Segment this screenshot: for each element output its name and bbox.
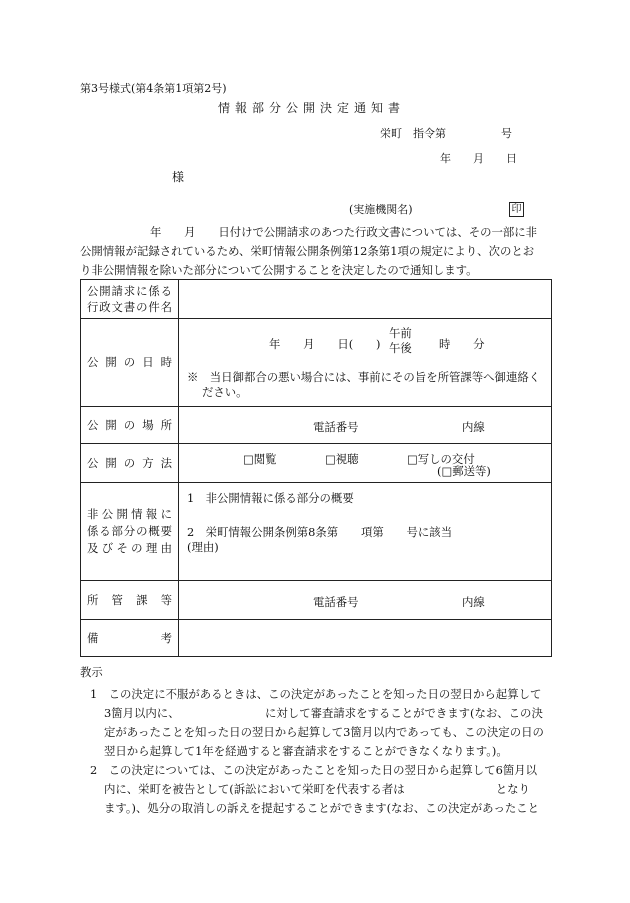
issuer-number: 栄町 指令第 号 [380,127,512,140]
form-number: 第3号様式(第4条第1項第2号) [80,82,227,95]
issue-date: 年 月 日 [440,152,517,165]
instruction-line: 2 この決定については、この決定があったことを知った日の翌日から起算して6箇月以 [90,763,537,777]
place-extension-label: 内線 [462,420,485,434]
intro-line: り非公開情報を除いた部分について公開することを決定したので通知します。 [80,263,478,277]
reason-item-2: 2 栄町情報公開条例第8条第 項第 号に該当 [187,525,453,539]
place-label: 公開の場所 [81,407,179,444]
contact-note-line1: ※ 当日御都合の悪い場合には、事前にその旨を所管課等へ御連絡く [187,370,541,384]
instruction-line: 1 この決定に不服があるときは、この決定があったことを知った日の翌日から起算して [90,687,542,701]
instruction-line: 3箇月以内に、 に対して審査請求をすることができます(なお、この決 [104,706,543,720]
instruction-line: 内に、栄町を被告として(訴訟において栄町を代表する者は となり [104,782,530,796]
seal-mark: 印 [509,202,524,217]
table-row [81,407,552,444]
method-mail-checkbox[interactable]: (□郵送等) [437,464,491,478]
instruction-line: ます。)、処分の取消しの訴えを提起することができます(なお、この決定があったこと [104,801,540,815]
dept-phone-label: 電話番号 [313,595,359,609]
agency-name-label: (実施機関名) [349,203,413,216]
doc-name-value[interactable] [179,280,552,319]
table-row [81,483,552,581]
remarks-label: 備考 [81,620,179,657]
intro-paragraph [80,223,554,280]
disclosure-table [80,279,552,657]
method-view-checkbox[interactable]: □閲覧 [243,452,277,466]
pm-label: 午後 [389,341,412,355]
intro-line: 年 月 日付けで公開請求のあつた行政文書については、その一部に非 [150,225,538,239]
table-row [81,581,552,620]
instruction-heading: 教示 [80,665,103,679]
dept-label: 所管課等 [81,581,179,620]
datetime-date: 年 月 日( ) [269,337,381,351]
doc-name-label: 公開請求に係る 行政文書の件名 [81,280,179,319]
contact-note-line2: ださい。 [202,385,248,399]
recipient-suffix: 様 [172,170,185,184]
am-label: 午前 [389,326,412,340]
reason-item-3: (理由) [187,540,219,554]
method-label: 公開の方法 [81,444,179,483]
datetime-time: 時 分 [439,337,485,351]
method-listen-checkbox[interactable]: □視聴 [325,452,359,466]
datetime-value-cell[interactable] [179,319,552,407]
place-value-cell[interactable] [179,407,552,444]
method-copy-checkbox[interactable]: □写しの交付 [407,452,475,466]
reason-item-1: 1 非公開情報に係る部分の概要 [187,491,354,505]
place-phone-label: 電話番号 [313,420,359,434]
table-row [81,280,552,319]
dept-extension-label: 内線 [462,595,485,609]
instruction-line: 翌日から起算して1年を経過すると審査請求をすることができなくなります。)。 [104,744,508,758]
datetime-label: 公開の日時 [81,319,179,407]
table-row [81,620,552,657]
reason-value-cell[interactable] [179,483,552,581]
reason-label: 非公開情報に 係る部分の概要 及びその理由 [81,483,179,581]
table-row [81,319,552,407]
intro-line: 公開情報が記録されているため、栄町情報公開条例第12条第1項の規定により、次のとお [80,244,535,258]
table-row [81,444,552,483]
method-value-cell [179,444,552,483]
instruction-line: 定があったことを知った日の翌日から起算して3箇月以内であっても、この決定の日の [104,725,544,739]
remarks-value-cell[interactable] [179,620,552,657]
document-title: 情報部分公開決定通知書 [218,101,406,115]
dept-value-cell[interactable] [179,581,552,620]
